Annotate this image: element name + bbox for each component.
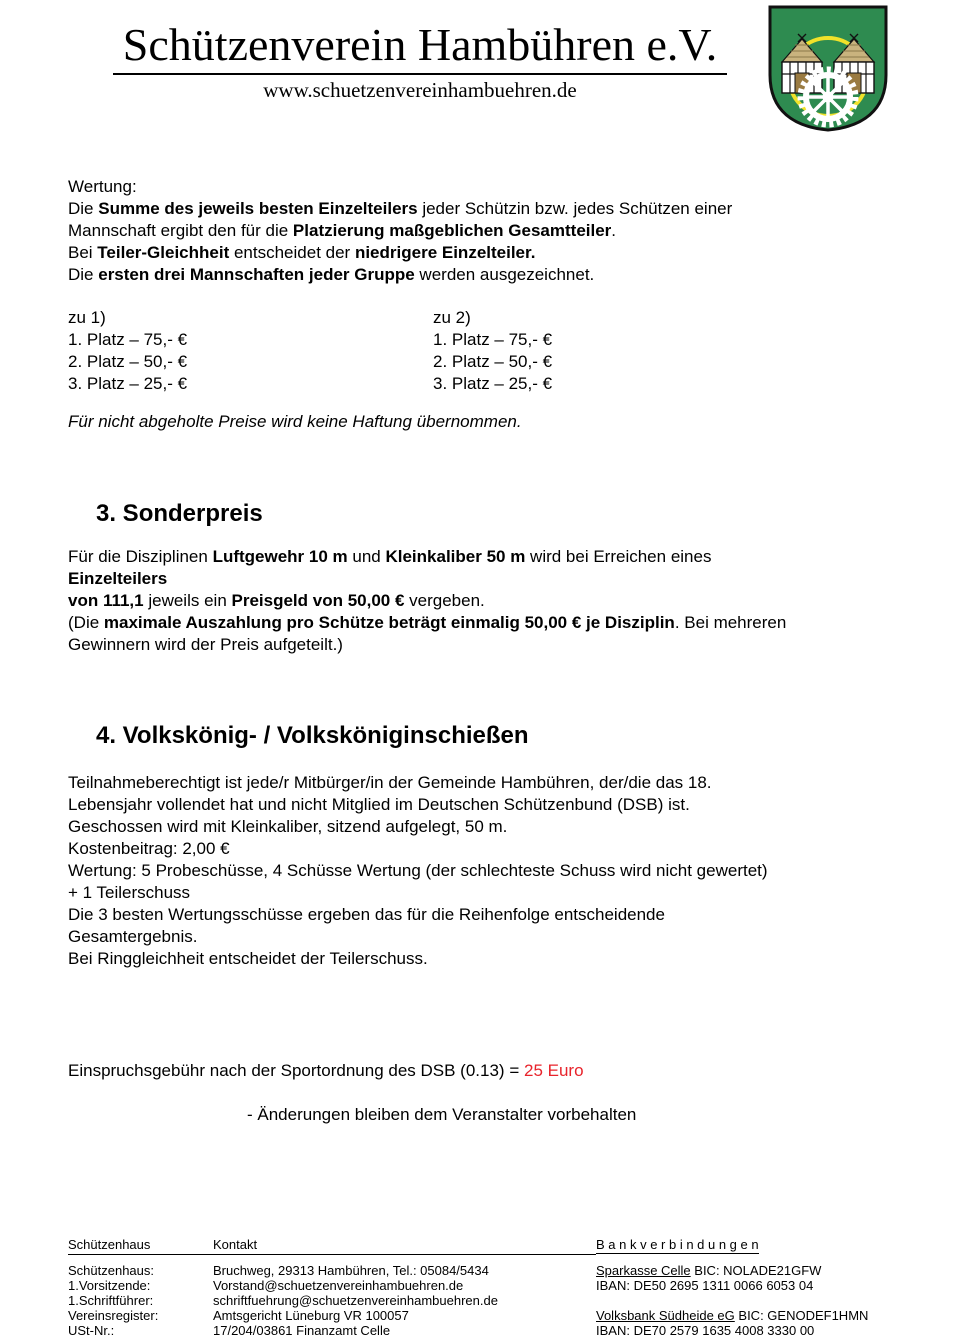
text-segment: Bei: [68, 243, 98, 262]
text-line: [68, 220, 908, 242]
objection-fee-line: [68, 1060, 584, 1082]
text-segment: maximale Auszahlung pro Schütze beträgt einmalig 50,00 € je Disziplin: [103, 613, 675, 632]
text-line: [596, 1263, 896, 1278]
text-line: [68, 794, 928, 816]
section-4-heading: 4. Volkskönig- / Volksköniginschießen: [96, 722, 529, 749]
prize-list-2-heading: zu 2): [433, 308, 471, 327]
text-segment: Kostenbeitrag: 2,00 €: [68, 839, 230, 858]
section-3-heading: 3. Sonderpreis: [96, 500, 263, 527]
text-line: [68, 772, 928, 794]
text-line: [68, 351, 433, 373]
text-line: [68, 882, 928, 904]
text-segment: Wertung: 5 Probeschüsse, 4 Schüsse Wertung (der schlechteste Schuss wird nicht gewertet): [68, 861, 768, 880]
text-segment: 25 Euro: [523, 1061, 584, 1080]
text-line: [68, 612, 908, 634]
text-segment: Die: [68, 199, 99, 218]
text-segment: Gewinnern wird der Preis aufgeteilt.): [68, 635, 343, 654]
prize-list-1: [68, 307, 433, 395]
text-line: [68, 176, 908, 198]
text-line: [68, 904, 928, 926]
text-segment: BIC: GENODEF1HMN: [734, 1308, 869, 1323]
text-line: [68, 634, 908, 656]
text-segment: entscheidet der: [229, 243, 355, 262]
text-segment: 2. Platz – 50,- €: [433, 352, 553, 371]
text-line: [68, 242, 908, 264]
text-segment: 3. Platz – 25,- €: [433, 374, 553, 393]
club-website: www.schuetzenvereinhambuehren.de: [263, 77, 577, 102]
text-segment: schriftfuehrung@schuetzenvereinhambuehren.de: [213, 1293, 498, 1308]
text-segment: Teiler-Gleichheit: [97, 243, 230, 262]
text-segment: werden ausgezeichnet.: [414, 265, 595, 284]
text-line: [68, 329, 433, 351]
text-segment: Sparkasse Celle: [596, 1263, 691, 1278]
footer-values-column: [213, 1263, 593, 1338]
text-line: [596, 1293, 896, 1308]
text-segment: Für die Disziplinen: [68, 547, 213, 566]
text-segment: Amtsgericht Lüneburg VR 100057: [213, 1308, 409, 1323]
scoring-paragraph: [68, 176, 908, 286]
section-3-paragraph: [68, 546, 908, 656]
text-line: [68, 568, 908, 590]
section-4-paragraph: [68, 772, 928, 970]
text-line: [68, 838, 928, 860]
footer-header-bank-label: B a n k v e r b i n d u n g e n: [596, 1237, 759, 1252]
text-segment: Die: [68, 265, 99, 284]
text-line: [68, 264, 908, 286]
text-segment: Luftgewehr 10 m: [212, 547, 348, 566]
footer-bank-column: [596, 1263, 896, 1338]
text-segment: (Die: [68, 613, 104, 632]
text-segment: niedrigere Einzelteiler.: [354, 243, 536, 262]
text-segment: Bei Ringgleichheit entscheidet der Teilerschuss.: [68, 949, 428, 968]
text-segment: Schützenhaus:: [68, 1263, 155, 1278]
footer-labels-column: [68, 1263, 208, 1338]
coat-of-arms-svg: [766, 3, 890, 133]
text-segment: Wertung:: [68, 177, 137, 196]
text-segment: ersten drei Mannschaften jeder Gruppe: [98, 265, 415, 284]
text-segment: 2. Platz – 50,- €: [68, 352, 188, 371]
text-line: [68, 860, 928, 882]
text-segment: IBAN: DE50 2695 1311 0066 6053 04: [596, 1278, 814, 1293]
prize-list-1-items: [68, 329, 433, 395]
text-segment: Gesamtergebnis.: [68, 927, 198, 946]
text-segment: Vorstand@schuetzenvereinhambuehren.de: [213, 1278, 464, 1293]
text-segment: 1.Schriftführer:: [68, 1293, 154, 1308]
prize-lists: [68, 307, 908, 395]
text-segment: BIC: NOLADE21GFW: [690, 1263, 822, 1278]
text-segment: Platzierung maßgeblichen Gesamtteiler: [292, 221, 612, 240]
text-line: [68, 1263, 208, 1278]
text-line: [433, 329, 798, 351]
text-segment: Vereinsregister:: [68, 1308, 159, 1323]
text-segment: 1. Platz – 75,- €: [68, 330, 188, 349]
text-segment: und: [347, 547, 386, 566]
prize-list-1-heading: zu 1): [68, 308, 106, 327]
club-title: Schützenverein Hambühren e.V.: [113, 20, 727, 75]
text-segment: Einzelteilers: [68, 569, 168, 588]
footer-header-row: [68, 1237, 888, 1255]
text-segment: jeweils ein: [143, 591, 232, 610]
document-header: [0, 20, 840, 103]
text-line: [68, 1293, 208, 1308]
text-line: [68, 926, 928, 948]
prize-list-2: [433, 307, 798, 395]
text-segment: wird bei Erreichen eines: [525, 547, 712, 566]
text-segment: Kleinkaliber 50 m: [385, 547, 526, 566]
text-line: [68, 198, 908, 220]
text-segment: Mannschaft ergibt den für die: [68, 221, 293, 240]
prize-disclaimer: Für nicht abgeholte Preise wird keine Haftung übernommen.: [68, 412, 522, 431]
text-segment: IBAN: DE70 2579 1635 4008 3330 00: [596, 1323, 815, 1338]
text-segment: 17/204/03861 Finanzamt Celle: [213, 1323, 391, 1338]
text-line: [213, 1278, 593, 1293]
text-segment: 3. Platz – 25,- €: [68, 374, 188, 393]
text-segment: . Bei mehreren: [674, 613, 787, 632]
text-segment: vergeben.: [404, 591, 485, 610]
text-segment: .: [611, 221, 617, 240]
text-segment: Die 3 besten Wertungsschüsse ergeben das für die Reihenfolge entscheidende: [68, 905, 665, 924]
text-line: [596, 1308, 896, 1323]
text-line: [68, 373, 433, 395]
text-line: [68, 948, 928, 970]
text-line: [68, 1308, 208, 1323]
changes-reserved-note: - Änderungen bleiben dem Veranstalter vorbehalten: [247, 1105, 637, 1124]
prize-list-2-items: [433, 329, 798, 395]
text-line: [213, 1263, 593, 1278]
text-segment: von 111,1: [68, 591, 144, 610]
text-line: [68, 816, 928, 838]
footer-header-bank: [596, 1237, 759, 1255]
text-line: [213, 1293, 593, 1308]
text-line: [68, 1060, 584, 1082]
text-segment: + 1 Teilerschuss: [68, 883, 191, 902]
text-segment: Bruchweg, 29313 Hambühren, Tel.: 05084/5434: [213, 1263, 489, 1278]
text-segment: jeder Schützin bzw. jedes Schützen einer: [417, 199, 733, 218]
text-line: [68, 546, 908, 568]
club-crest-icon: [766, 3, 890, 133]
text-segment: Summe des jeweils besten Einzelteilers: [98, 199, 418, 218]
text-segment: Volksbank Südheide eG: [596, 1308, 735, 1323]
text-segment: 1. Platz – 75,- €: [433, 330, 553, 349]
text-line: [68, 590, 908, 612]
text-segment: Teilnahmeberechtigt ist jede/r Mitbürger/in der Gemeinde Hambühren, der/die das 18.: [68, 773, 712, 792]
text-line: [68, 1278, 208, 1293]
text-line: [433, 351, 798, 373]
text-segment: USt-Nr.:: [68, 1323, 115, 1338]
text-line: [213, 1308, 593, 1323]
text-segment: Lebensjahr vollendet hat und nicht Mitglied im Deutschen Schützenbund (DSB) ist.: [68, 795, 690, 814]
text-segment: Preisgeld von 50,00 €: [231, 591, 405, 610]
text-segment: Geschossen wird mit Kleinkaliber, sitzend aufgelegt, 50 m.: [68, 817, 508, 836]
footer-header-schuetzenhaus: Schützenhaus: [68, 1237, 213, 1255]
text-segment: Einspruchsgebühr nach der Sportordnung des DSB (0.13) =: [68, 1061, 524, 1080]
text-segment: 1.Vorsitzende:: [68, 1278, 151, 1293]
footer-header-kontakt: Kontakt: [213, 1237, 596, 1255]
text-line: [433, 373, 798, 395]
text-line: [596, 1278, 896, 1293]
